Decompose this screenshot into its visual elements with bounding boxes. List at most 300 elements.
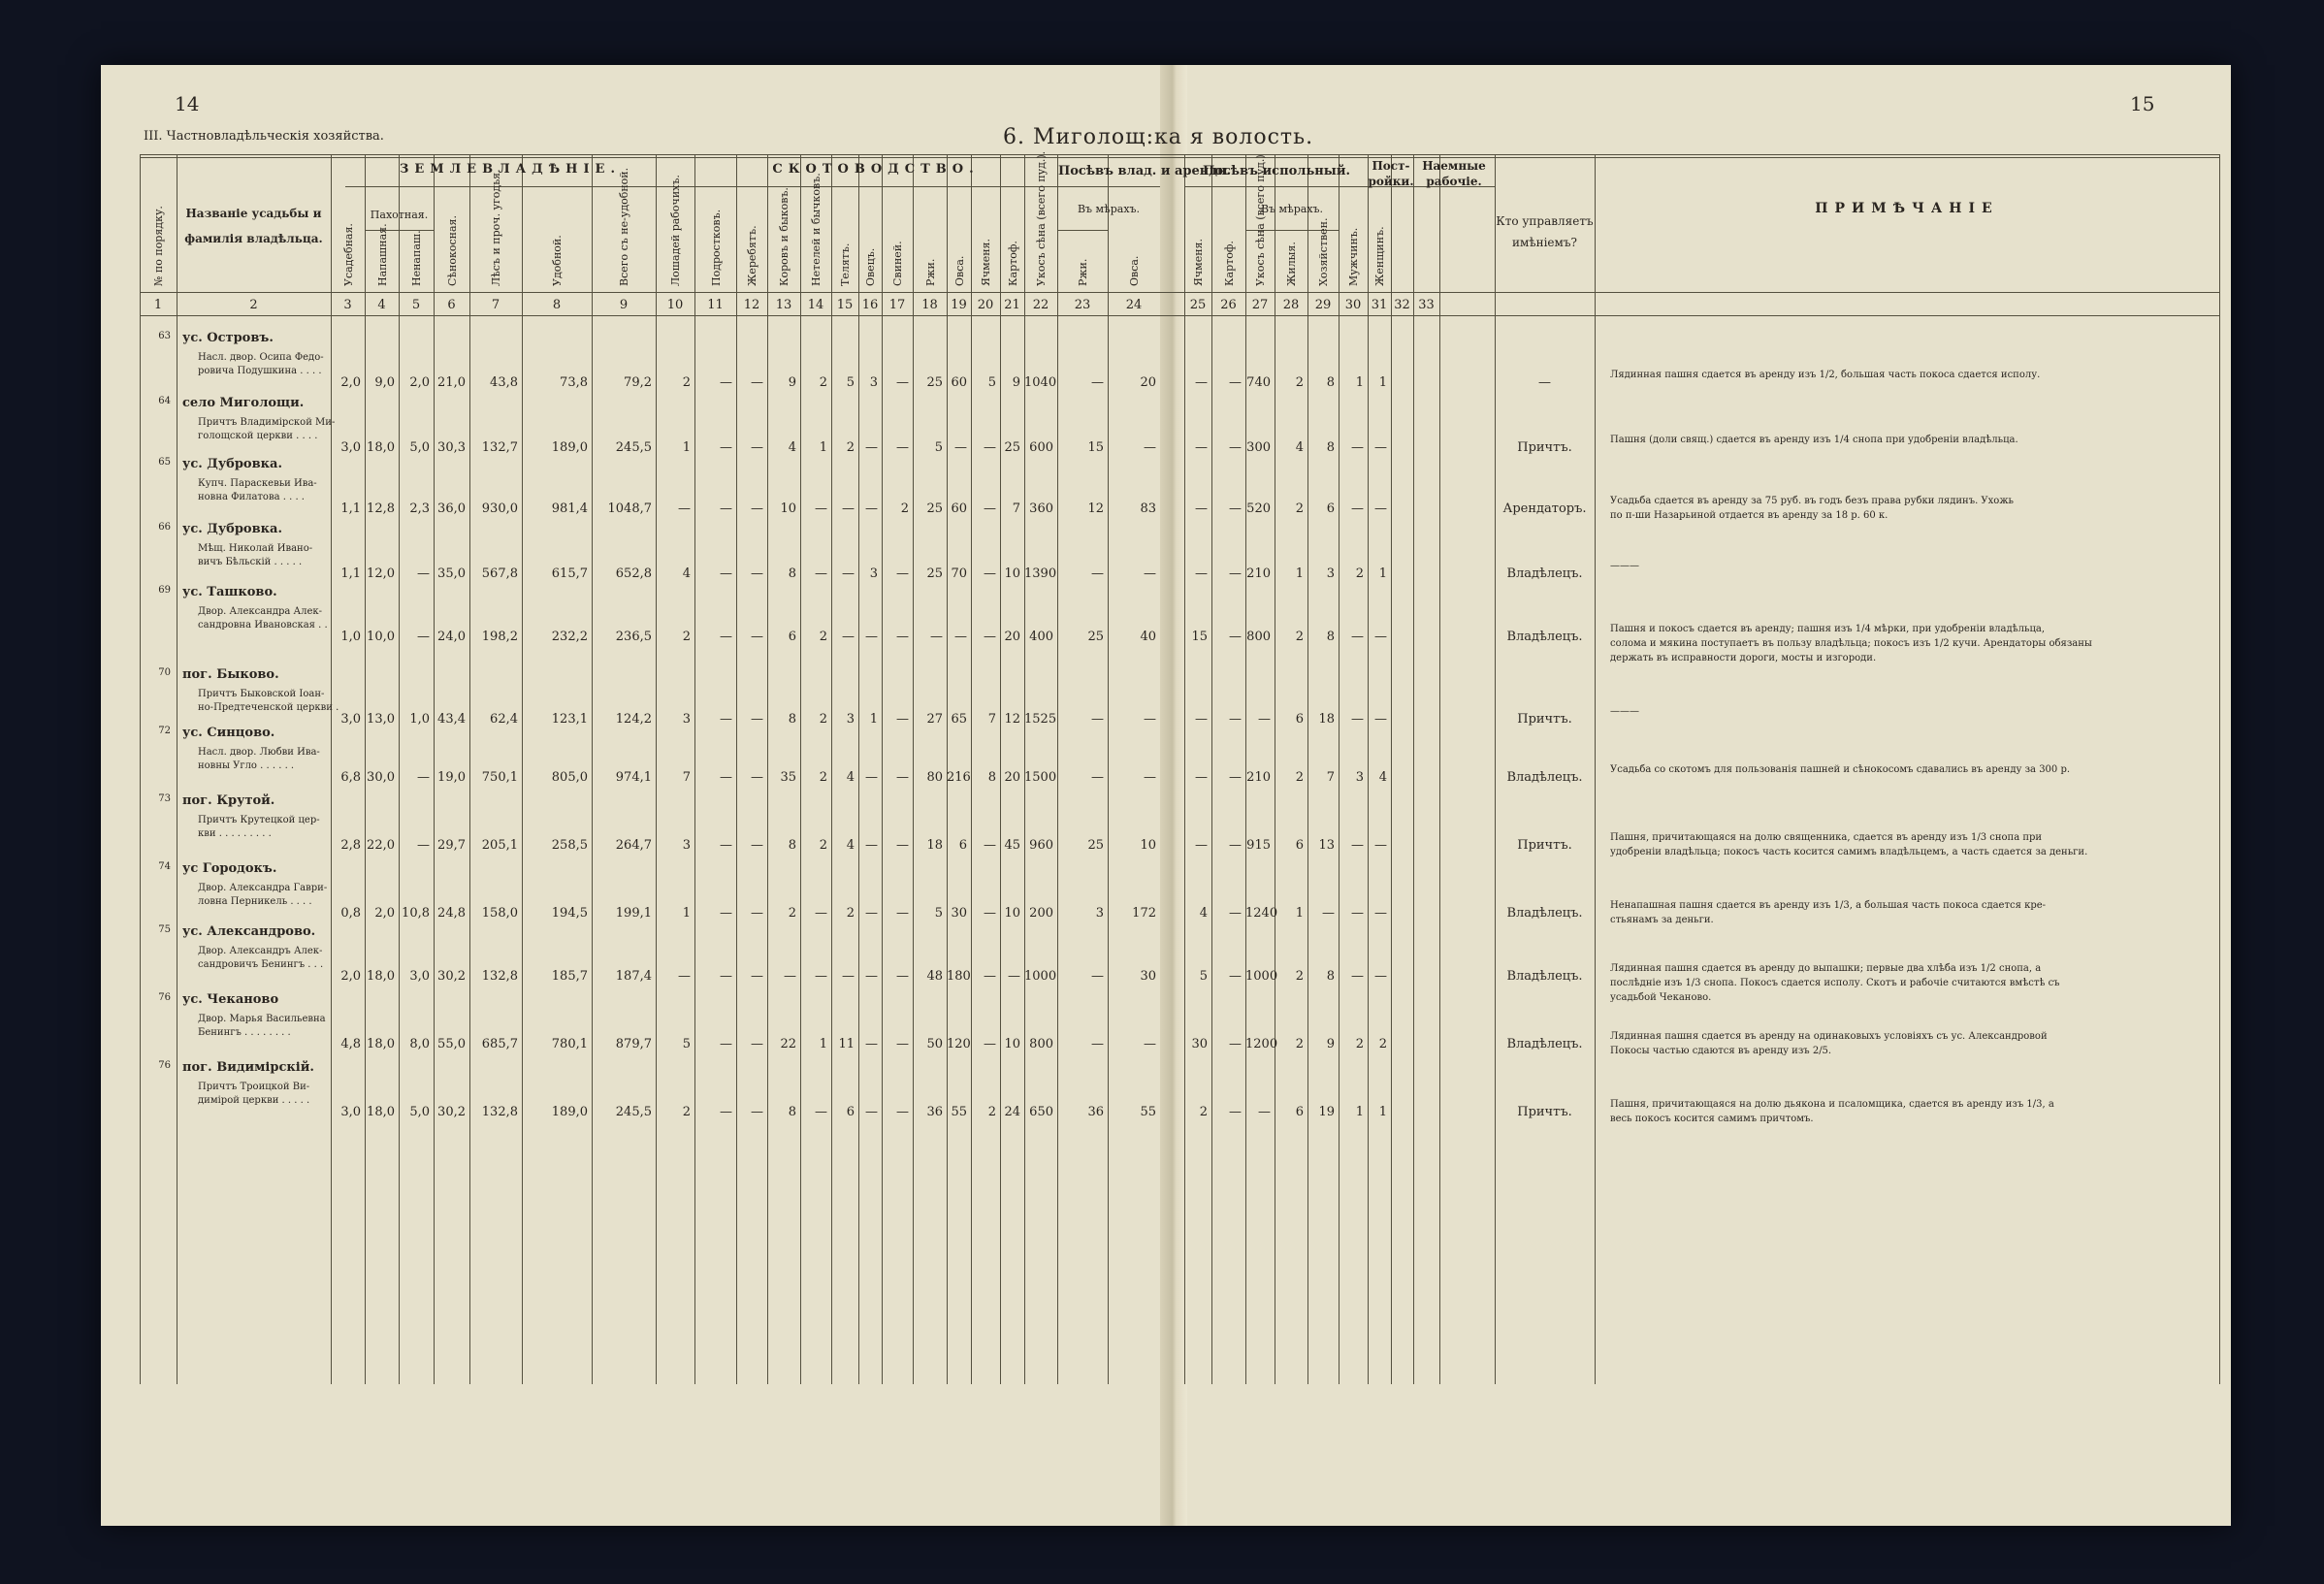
row-value: — [865,1037,878,1051]
row-value: — [751,566,763,581]
row-value: 158,0 [481,906,518,921]
row-value: 879,7 [615,1037,652,1051]
row-value: 800 [1029,1037,1053,1051]
row-value: 205,1 [481,838,518,853]
row-value: 3 [1326,566,1335,581]
row-value: 2,0 [340,375,361,390]
row-value: 24,8 [437,906,466,921]
col-number: 25 [1189,298,1207,312]
row-value: 1 [1378,566,1387,581]
col-header: Картоф. [1222,241,1236,286]
row-value: 5 [1199,969,1208,984]
row-value: 8 [1326,969,1335,984]
row-value: 520 [1246,501,1271,516]
group-land: ЗЕМЛЕВЛАДѢНІЕ. [400,162,621,177]
row-number: 76 [158,1060,171,1071]
row-value: 930,0 [481,501,518,516]
row-value: 20 [1004,630,1020,644]
col-number: 11 [707,298,724,312]
row-value: — [1091,770,1104,785]
row-value: — [1258,712,1271,727]
col-number: 8 [552,298,562,312]
row-value: 258,5 [551,838,588,853]
row-value: — [1351,630,1364,644]
row-note: весь покосъ косится самимъ причтомъ. [1610,1114,1814,1124]
row-manager: Причтъ. [1517,440,1572,455]
col-header: Овса. [952,255,966,286]
row-value: 3 [869,566,878,581]
header-bottom-rule [140,292,2219,293]
column-rule [1495,154,1496,1384]
owner-line: Двор. Александра Алек- [198,606,323,617]
row-value: — [720,630,732,644]
row-value: 198,2 [481,630,518,644]
row-value: — [751,712,763,727]
row-value: — [1091,566,1104,581]
row-value: 6 [1295,838,1304,853]
row-value: 2 [1295,969,1304,984]
col-number: 16 [861,298,879,312]
column-rule [1211,154,1212,1384]
row-value: 1 [819,440,827,455]
row-value: 9,0 [374,375,395,390]
row-value: 1,1 [340,501,361,516]
row-manager: Владѣлецъ. [1506,969,1583,984]
row-value: 40 [1140,630,1156,644]
row-value: 3,0 [340,712,361,727]
row-value: — [1374,712,1387,727]
row-value: 1390 [1024,566,1057,581]
row-value: 8,0 [409,1037,430,1051]
row-manager: Причтъ. [1517,1105,1572,1119]
row-value: — [1195,440,1208,455]
row-value: 7 [1326,770,1335,785]
row-value: — [1258,1105,1271,1119]
row-value: 4 [788,440,796,455]
row-value: — [1144,1037,1156,1051]
col-number: 5 [411,298,421,312]
row-note: Усадьба со скотомъ для пользованія пашней и сѣнокосомъ сдавались въ аренду за 300 р. [1610,764,2071,775]
row-value: — [1229,630,1242,644]
row-value: — [1229,375,1242,390]
row-value: — [842,566,855,581]
row-value: 132,7 [481,440,518,455]
row-value: — [815,566,827,581]
col-number: 15 [836,298,854,312]
row-value: 50 [926,1037,943,1051]
row-value: — [1374,969,1387,984]
row-value: 3 [846,712,855,727]
row-note: держать въ исправности дороги, мосты и изгороди. [1610,653,1877,663]
row-value: 4 [682,566,691,581]
row-value: 1 [869,712,878,727]
col-number: 1 [153,298,163,312]
row-value: 3,0 [340,440,361,455]
column-rule [1108,154,1109,1384]
column-rule [971,154,972,1384]
row-value: 5 [934,440,943,455]
row-value: — [1195,375,1208,390]
row-value: 36 [1087,1105,1104,1119]
col-header: Укосъ сѣна (всего пуд.). [1035,150,1048,286]
row-value: 1240 [1245,906,1278,921]
row-value: 10 [1004,1037,1020,1051]
col-number: 9 [619,298,629,312]
place-name: ус. Дубровка. [182,457,282,471]
row-value: 2 [819,838,827,853]
row-value: 974,1 [615,770,652,785]
col-header: Ячменя. [980,239,992,286]
row-note: Лядинная пашня сдается въ аренду на одинаковыхъ условіяхъ съ ус. Александровой [1610,1031,2048,1042]
col-number: 27 [1251,298,1269,312]
row-value: 5 [987,375,996,390]
row-note: Пашня и покосъ сдается въ аренду; пашня изъ 1/4 мѣрки, при удобреніи владѣльца, [1610,624,2046,634]
row-value: — [984,630,996,644]
col-header: Мужчинъ. [1347,227,1360,286]
row-value: — [751,501,763,516]
row-value: 1,1 [340,566,361,581]
row-value: 10 [1004,566,1020,581]
row-value: — [984,501,996,516]
row-note: Ненапашная пашня сдается въ аренду изъ 1/3, а большая часть покоса сдается кре- [1610,900,2047,911]
owner-line: Причтъ Быковской Іоан- [198,689,325,699]
row-value: 2 [819,770,827,785]
row-value: — [896,1105,909,1119]
col-header: Лѣсъ и проч. угодья. [490,169,502,286]
row-value: — [984,969,996,984]
row-value: 2 [1355,1037,1364,1051]
owner-line: Мѣщ. Николай Ивано- [198,543,313,554]
row-value: 2 [1295,770,1304,785]
column-rule [694,154,695,1384]
row-value: 2 [682,375,691,390]
row-value: 3 [682,838,691,853]
column-rule [656,154,657,1384]
row-value: — [1144,712,1156,727]
row-value: 750,1 [481,770,518,785]
row-value: 2 [846,906,855,921]
place-name: ус. Чеканово [182,992,279,1007]
column-rule [592,154,593,1384]
row-number: 64 [158,396,171,406]
row-value: 1525 [1024,712,1057,727]
row-value: 12,8 [367,501,395,516]
row-value: 5 [934,906,943,921]
row-value: 48 [926,969,943,984]
row-note: Лядинная пашня сдается въ аренду изъ 1/2, большая часть покоса сдается исполу. [1610,370,2041,380]
row-manager: Арендаторъ. [1502,501,1587,516]
row-value: 13,0 [367,712,395,727]
row-value: — [720,969,732,984]
row-value: — [865,630,878,644]
row-value: 210 [1246,566,1271,581]
row-value: — [865,838,878,853]
row-value: 0,8 [340,906,361,921]
row-value: 1 [1355,375,1364,390]
col-header: Телятъ. [839,242,852,286]
row-note: стьянамъ за деньги. [1610,915,1714,925]
place-name: пог. Видимірскій. [182,1060,314,1075]
row-value: — [896,838,909,853]
col-number: 28 [1282,298,1300,312]
row-value: — [720,375,732,390]
row-value: 18,0 [367,440,395,455]
column-rule [365,154,366,1384]
owner-line: новна Филатова . . . . [198,492,305,502]
row-value: — [1374,838,1387,853]
row-value: — [984,1037,996,1051]
row-value: 6 [846,1105,855,1119]
col-number: 30 [1344,298,1362,312]
row-value: — [1144,440,1156,455]
row-value: — [984,566,996,581]
group-hired: Наемные рабочіе. [1422,159,1486,188]
row-manager: Причтъ. [1517,838,1572,853]
row-value: — [1195,501,1208,516]
column-rule [1184,154,1185,1384]
owner-line: Бенингъ . . . . . . . . [198,1027,291,1038]
row-value: 199,1 [615,906,652,921]
column-rule [1595,154,1596,1384]
book-fold [1160,65,1187,1526]
col-number: 10 [666,298,684,312]
row-value: — [720,906,732,921]
row-value: 685,7 [481,1037,518,1051]
col-number: 2 [249,298,258,312]
row-value: — [984,440,996,455]
row-value: 2 [819,375,827,390]
row-value: 24,0 [437,630,466,644]
row-value: — [678,501,691,516]
row-value: — [815,1105,827,1119]
row-note: по п-ши Назарьиной отдается въ аренду за 18 р. 60 к. [1610,510,1888,521]
owner-line: сандровичъ Бенингъ . . . [198,959,324,970]
row-value: — [720,1105,732,1119]
row-value: 24 [1004,1105,1020,1119]
row-value: — [1144,770,1156,785]
col-number: 13 [775,298,792,312]
group-cattle: СКОТОВОДСТВО. [772,162,980,177]
row-note: послѣдніе изъ 1/3 снопа. Покосъ сдается исполу. Скотъ и рабочіе считаются вмѣстѣ съ [1610,978,2060,988]
row-value: — [720,501,732,516]
row-value: 65 [951,712,967,727]
place-name: ус. Александрово. [182,924,316,939]
row-value: — [417,566,430,581]
row-value: — [1229,906,1242,921]
row-value: 915 [1246,838,1271,853]
row-value: — [984,906,996,921]
col-number: 24 [1125,298,1143,312]
col-header: Усадебная. [341,223,355,286]
row-value: 19 [1318,1105,1335,1119]
row-value: — [842,501,855,516]
row-value: — [896,1037,909,1051]
row-value: — [1322,906,1335,921]
col-header: Коровъ и быковъ. [778,187,791,286]
row-value: 9 [1326,1037,1335,1051]
row-value: 1,0 [409,712,430,727]
row-value: 22 [780,1037,796,1051]
row-value: — [842,969,855,984]
row-value: 740 [1246,375,1271,390]
col-header: Картоф. [1006,241,1019,286]
row-value: — [720,566,732,581]
place-name: село Миголощи. [182,396,305,410]
col-number: 12 [743,298,760,312]
column-rule [1024,154,1025,1384]
owner-line: Причтъ Троицкой Ви- [198,1082,310,1092]
col-header: Женщинъ. [1373,226,1386,286]
row-value: 8 [788,566,796,581]
row-value: 36,0 [437,501,466,516]
place-name: пог. Быково. [182,667,279,682]
row-value: 12 [1087,501,1104,516]
number-row-rule [140,315,2219,316]
row-note: Пашня (доли свящ.) сдается въ аренду изъ 1/4 снопа при удобреніи владѣльца. [1610,435,2018,445]
row-value: 6 [1295,712,1304,727]
row-value: 22,0 [367,838,395,853]
row-number: 63 [158,331,171,341]
row-value: 30,2 [437,1105,466,1119]
row-value: 5,0 [409,440,430,455]
row-value: 18 [1318,712,1335,727]
row-value: — [1229,1037,1242,1051]
col-number: 14 [807,298,824,312]
row-value: — [417,630,430,644]
row-value: — [751,1037,763,1051]
row-value: 187,4 [615,969,652,984]
row-value: 2,3 [409,501,430,516]
row-value: 6 [1326,501,1335,516]
col-header: Ячменя. [1192,239,1205,286]
row-value: 4 [1378,770,1387,785]
row-value: 2,0 [340,969,361,984]
row-number: 73 [158,793,171,804]
owner-line: кви . . . . . . . . . [198,828,272,839]
column-rule [2219,154,2220,1384]
row-value: 6 [788,630,796,644]
row-number: 65 [158,457,171,468]
row-value: 3 [869,375,878,390]
col-header: Напашная. [375,223,389,286]
col-number: 29 [1314,298,1332,312]
row-value: 13 [1318,838,1335,853]
group-measures-own: Въ мѣрахъ. [1077,203,1141,215]
row-value: 1,0 [340,630,361,644]
row-value: 10 [1004,906,1020,921]
row-value: — [1229,440,1242,455]
row-value: 25 [1004,440,1020,455]
row-value: — [1195,566,1208,581]
row-value: 2 [1295,501,1304,516]
row-value: 400 [1029,630,1053,644]
row-value: 2 [1295,375,1304,390]
column-rule [858,154,859,1384]
row-value: 25 [926,501,943,516]
row-value: 2,0 [409,375,430,390]
group-rule [1057,230,1108,231]
row-value: — [1229,1105,1242,1119]
col-number: 4 [377,298,386,312]
row-value: 2 [1295,1037,1304,1051]
col-header: Лошадей рабочихъ. [669,175,682,286]
row-number: 69 [158,585,171,596]
owner-line: Двор. Александръ Алек- [198,946,323,956]
row-value: 4 [846,770,855,785]
column-rule [800,154,801,1384]
row-value: 567,8 [481,566,518,581]
row-value: 55 [951,1105,967,1119]
row-value: 2 [788,906,796,921]
row-value: 60 [951,375,967,390]
row-value: — [1195,770,1208,785]
row-value: 123,1 [551,712,588,727]
place-name: ус. Ташково. [182,585,277,599]
row-value: — [1229,838,1242,853]
row-value: 1 [1378,375,1387,390]
place-name: ус. Синцово. [182,726,275,740]
row-value: 8 [788,712,796,727]
row-value: — [678,969,691,984]
col-number: 32 [1394,298,1410,312]
row-value: — [865,906,878,921]
row-value: — [720,770,732,785]
row-value: — [1229,501,1242,516]
owner-line: ровича Подушкина . . . . [198,366,322,376]
row-value: — [1229,712,1242,727]
row-value: 2,0 [374,906,395,921]
row-value: 62,4 [490,712,518,727]
row-value: — [1091,375,1104,390]
group-rule [365,230,434,231]
col-number: 6 [447,298,456,312]
row-value: 2 [900,501,909,516]
place-name: ус Городокъ. [182,861,277,876]
col-header: Хозяйствен. [1317,217,1330,286]
row-value: 30 [951,906,967,921]
row-value: 18 [926,838,943,853]
owner-line: ловна Перникель . . . . [198,896,312,907]
row-value: 55,0 [437,1037,466,1051]
row-value: 132,8 [481,969,518,984]
row-value: 10 [780,501,796,516]
row-value: 30,2 [437,969,466,984]
col-header: Ржи. [1077,258,1089,286]
row-value: — [1229,566,1242,581]
row-value: 1000 [1024,969,1057,984]
row-value: — [896,906,909,921]
row-value: 25 [926,375,943,390]
row-value: 8 [788,838,796,853]
row-value: — [1229,770,1242,785]
row-value: 236,5 [615,630,652,644]
row-value: 18,0 [367,1037,395,1051]
row-value: — [865,1105,878,1119]
row-value: — [720,838,732,853]
owner-line: голощской церкви . . . . [198,431,318,441]
row-value: 185,7 [551,969,588,984]
column-rule [1413,154,1414,1384]
row-value: 8 [987,770,996,785]
row-value: 1 [1295,906,1304,921]
column-rule [1439,154,1440,1384]
column-rule [1391,154,1392,1384]
owner-line: вичъ Бѣльскій . . . . . [198,557,303,567]
group-measures-share: Въ мѣрахъ. [1260,203,1324,215]
row-value: 6 [1295,1105,1304,1119]
row-value: — [815,969,827,984]
col-number: 22 [1032,298,1049,312]
